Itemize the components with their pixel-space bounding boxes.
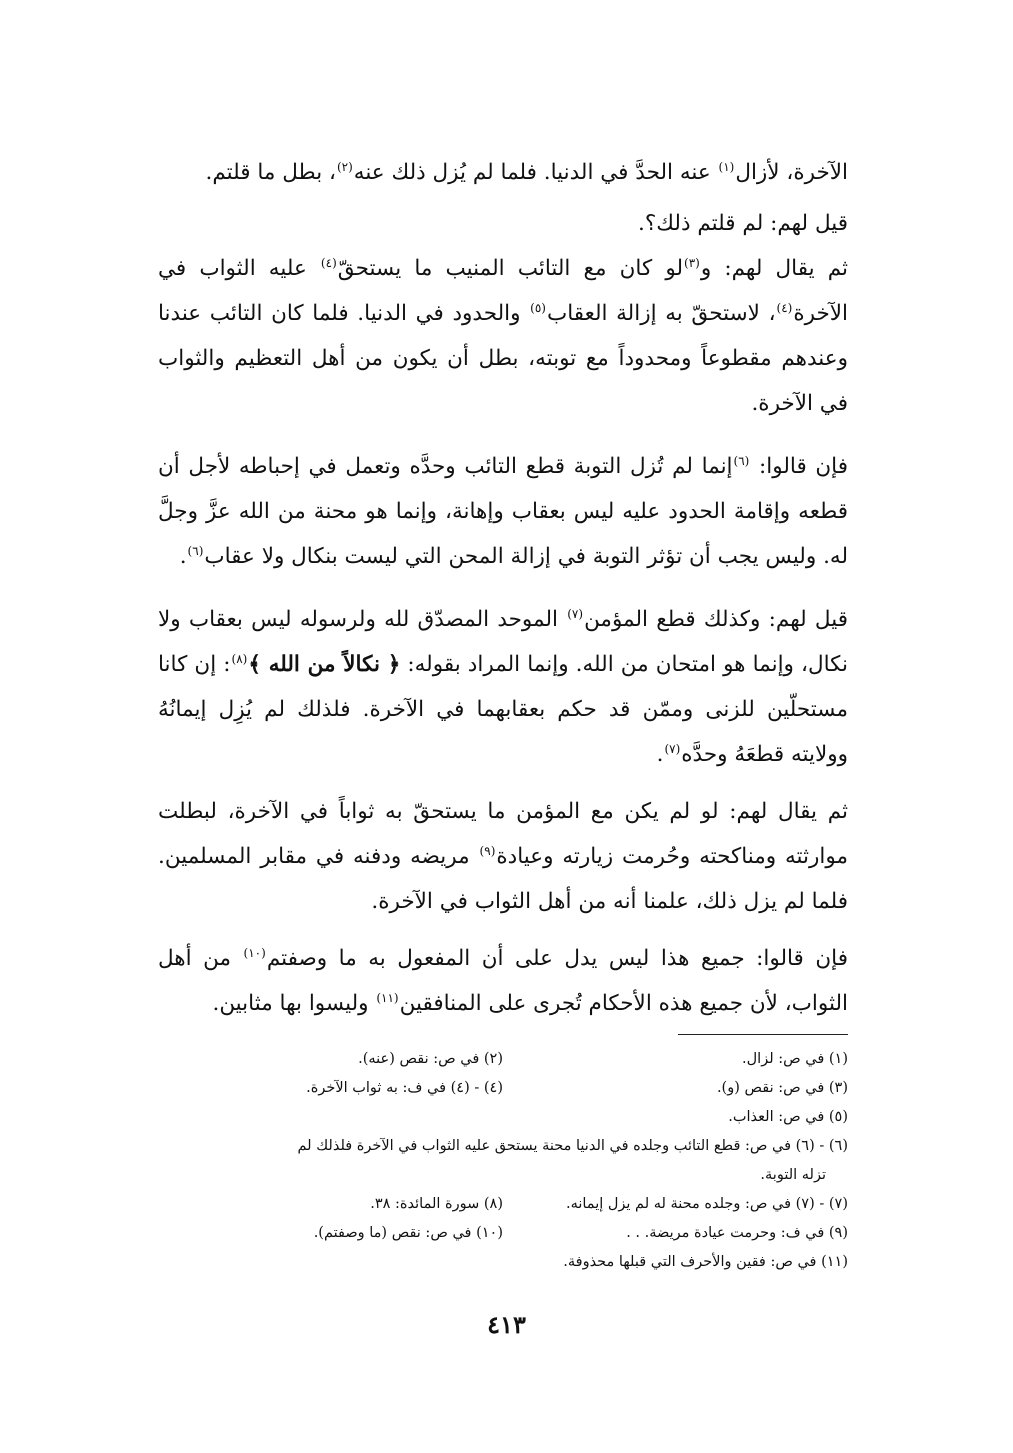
text-segment: لو كان مع التائب المنيب ما يستحقّ bbox=[337, 256, 684, 281]
text-segment: ، لاستحقّ به إزالة العقاب bbox=[546, 301, 776, 326]
footnote-row bbox=[158, 1190, 848, 1219]
text-segment: فإن قالوا: جميع هذا ليس يدل على أن المفعول به ما وصفتم bbox=[266, 946, 848, 971]
footnote-ref: (٢) bbox=[336, 159, 353, 174]
footnote-ref: (٤) bbox=[320, 255, 337, 270]
footnote-ref: (٧) bbox=[664, 741, 681, 756]
paragraph-5 bbox=[158, 597, 848, 777]
footnote-ref: (٦) bbox=[187, 543, 204, 558]
quran-quote: ﴿ نكالاً من الله ﴾ bbox=[248, 652, 401, 677]
footnote-2: (٢) في ص: نقص (عنه). bbox=[358, 1051, 503, 1067]
text-segment: عنه الحدَّ في الدنيا. فلما لم يُزل ذلك عنه bbox=[353, 160, 718, 185]
footnote-row bbox=[158, 1219, 848, 1248]
footnote-divider bbox=[678, 1034, 848, 1035]
paragraph-4 bbox=[158, 444, 848, 579]
footnote-6-continued: تزله التوبة. bbox=[760, 1167, 826, 1183]
footnote-ref: (٤) bbox=[776, 300, 793, 315]
paragraph-6 bbox=[158, 789, 848, 924]
page-content bbox=[158, 150, 848, 1277]
paragraph-7 bbox=[158, 936, 848, 1026]
text-segment: فإن قالوا: bbox=[750, 454, 848, 479]
text-segment: : إن كانا مستحلّين للزنى وممّن قد حكم بعقابهما في الآخرة. فلذلك لم يُزِل إيمانُهُ وولايته قطعَهُ وحدَّه bbox=[158, 652, 848, 767]
text-segment: قيل لهم: لم قلتم ذلك؟. bbox=[638, 211, 848, 236]
text-segment: . bbox=[179, 544, 187, 569]
footnote-row bbox=[158, 1045, 848, 1074]
text-segment: الموحد المصدّق لله ولرسوله ليس بعقاب ولا نكال، وإنما هو امتحان من الله. وإنما المراد بقوله: bbox=[158, 607, 849, 677]
footnote-4: (٤) - (٤) في ف: به ثواب الآخرة. bbox=[306, 1080, 503, 1096]
text-segment: من أهل الثواب، لأن جميع هذه الأحكام تُجرى على المنافقين bbox=[158, 946, 848, 1016]
text-segment: . bbox=[656, 742, 664, 767]
footnote-row bbox=[158, 1248, 848, 1277]
paragraph-1 bbox=[158, 150, 848, 195]
footnote-ref: (٥) bbox=[530, 300, 546, 315]
footnote-6: (٦) - (٦) في ص: قطع التائب وجلده في الدنيا محنة يستحق عليه الثواب في الآخرة فلذلك لم bbox=[297, 1138, 848, 1154]
footnote-ref: (١٠) bbox=[243, 945, 266, 960]
footnote-row bbox=[158, 1103, 848, 1132]
footnote-row bbox=[158, 1074, 848, 1103]
text-segment: والحدود في الدنيا. فلما كان التائب عندنا وعندهم مقطوعاً ومحدوداً مع توبته، بطل أن يكون من أهل التعظيم والثواب في الآخرة. bbox=[158, 301, 848, 416]
footnote-ref: (٣) bbox=[684, 255, 700, 270]
text-segment: ثم يقال لهم: لو لم يكن مع المؤمن ما يستحقّ به ثواباً في الآخرة، لبطلت موارثته ومناكحته وحُرمت زيارته وعيادة bbox=[158, 799, 848, 869]
text-segment: ، بطل ما قلتم. bbox=[205, 160, 336, 185]
text-segment: وليسوا بها مثابين. bbox=[212, 991, 376, 1016]
footnote-ref: (١) bbox=[718, 159, 735, 174]
footnote-9: (٩) في ف: وحرمت عيادة مريضة. . . bbox=[626, 1225, 848, 1241]
footnote-ref: (٨) bbox=[231, 651, 248, 666]
footnote-3: (٣) في ص: نقص (و). bbox=[716, 1080, 848, 1096]
footnote-5: (٥) في ص: العذاب. bbox=[728, 1109, 848, 1125]
paragraph-2 bbox=[158, 201, 848, 246]
footnotes bbox=[158, 1045, 848, 1277]
footnote-ref: (٦) bbox=[733, 453, 750, 468]
footnote-8: (٨) سورة المائدة: ٣٨. bbox=[370, 1196, 503, 1212]
text-segment: مريضه ودفنه في مقابر المسلمين. فلما لم يزل ذلك، علمنا أنه من أهل الثواب في الآخرة. bbox=[158, 844, 848, 914]
footnote-ref: (٩) bbox=[479, 843, 496, 858]
page-number: ٤١٣ bbox=[487, 1310, 526, 1339]
footnote-10: (١٠) في ص: نقص (ما وصفتم). bbox=[313, 1225, 503, 1241]
footnote-7: (٧) - (٧) في ص: وجلده محنة له لم يزل إيمانه. bbox=[565, 1196, 848, 1212]
footnote-11: (١١) في ص: فقين والأحرف التي قبلها محذوفة. bbox=[563, 1254, 848, 1270]
text-segment: الآخرة، لأزال bbox=[735, 160, 848, 185]
footnote-1: (١) في ص: لزال. bbox=[742, 1051, 848, 1067]
footnote-ref: (٧) bbox=[567, 606, 584, 621]
footnote-ref: (١١) bbox=[376, 990, 399, 1005]
paragraph-3 bbox=[158, 246, 848, 426]
text-segment: إنما لم تُزل التوبة قطع التائب وحدَّه وتعمل في إحباطه لأجل أن قطعه وإقامة الحدود عليه ليس بعقاب وإهانة، وإنما هو محنة من الله عزَّ وجلَّ له. وليس يجب أن تؤثر التوبة في إزالة المحن التي ليست بنكال ولا عقاب bbox=[158, 454, 848, 569]
text-segment: ثم يقال لهم: و bbox=[700, 256, 848, 281]
text-segment: قيل لهم: وكذلك قطع المؤمن bbox=[584, 607, 848, 632]
text-segment: عليه الثواب في الآخرة bbox=[158, 256, 848, 326]
